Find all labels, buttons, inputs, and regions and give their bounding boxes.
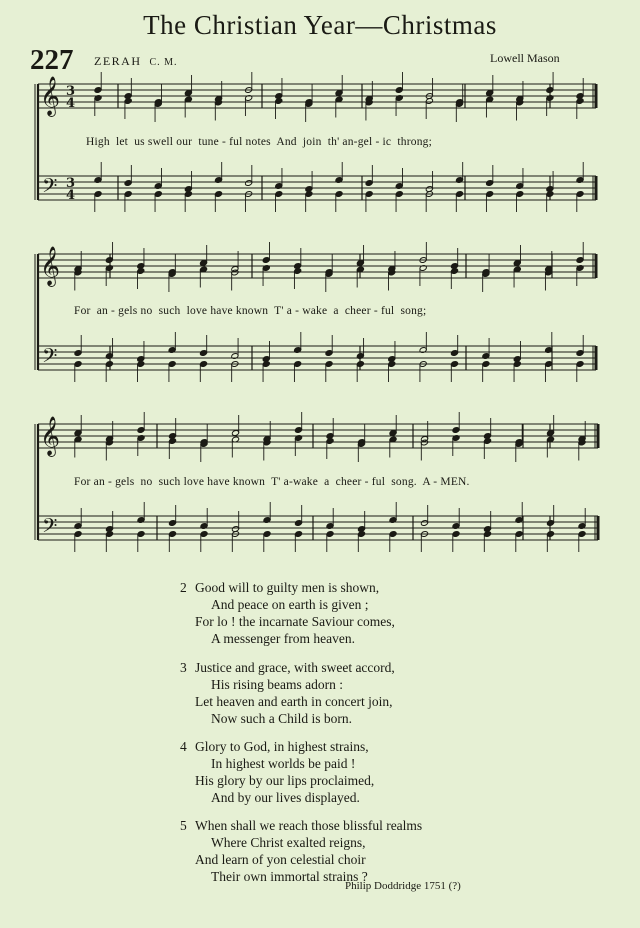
lyric-line: For an - gels no such love have known T' a-wake a cheer - ful song. A - MEN. [74,476,470,488]
time-signature: 3 [66,176,76,191]
composer: Lowell Mason [490,51,560,65]
treble-clef-icon: 𝄞 [40,246,61,286]
verse-line: Justice and grace, with sweet accord, [195,660,395,675]
bass-clef-icon: 𝄢 [42,344,58,372]
verse-line: Now such a Child is born. [211,711,352,726]
tune-meter: C. M. [149,57,178,68]
attribution: Philip Doddridge 1751 (?) [345,880,461,892]
verse-number: 3 [180,660,187,675]
page-title: The Christian Year—Christmas [143,10,497,40]
verse-number: 4 [180,739,187,754]
treble-clef-icon: 𝄞 [40,76,61,116]
time-signature: 4 [66,96,76,111]
verse-line: When shall we reach those blissful realms [195,818,423,833]
verse-line: For lo ! the incarnate Saviour comes, [195,614,395,629]
lyric-line: High let us swell our tune - ful notes And join th' an-gel - ic throng; [86,136,433,148]
tune-name-text: ZERAH [94,54,142,68]
lyric-line: For an - gels no such love have known T' a - wake a cheer - ful song; [74,305,427,317]
verse-line: Their own immortal strains ? [211,869,368,884]
time-signature: 4 [66,188,76,203]
verse-line: Good will to guilty men is shown, [195,580,380,595]
bass-clef-icon: 𝄢 [42,174,58,202]
verse-line: And learn of yon celestial choir [195,852,366,867]
time-signature: 3 [66,84,76,99]
verse-line: And by our lives displayed. [211,790,360,805]
verse-line: His glory by our lips proclaimed, [195,773,375,788]
verse-line: Glory to God, in highest strains, [195,739,369,754]
verse-line: His rising beams adorn : [211,677,343,692]
verse-number: 5 [180,818,187,833]
verse-line: Let heaven and earth in concert join, [195,694,393,709]
hymn-number: 227 [30,44,74,76]
verse-line: Where Christ exalted reigns, [211,835,366,850]
verse-line: A messenger from heaven. [211,631,355,646]
treble-clef-icon: 𝄞 [40,416,61,456]
bass-clef-icon: 𝄢 [42,514,58,542]
verse-number: 2 [180,580,187,595]
verse-line: In highest worlds be paid ! [211,756,356,771]
verse-line: And peace on earth is given ; [211,597,369,612]
